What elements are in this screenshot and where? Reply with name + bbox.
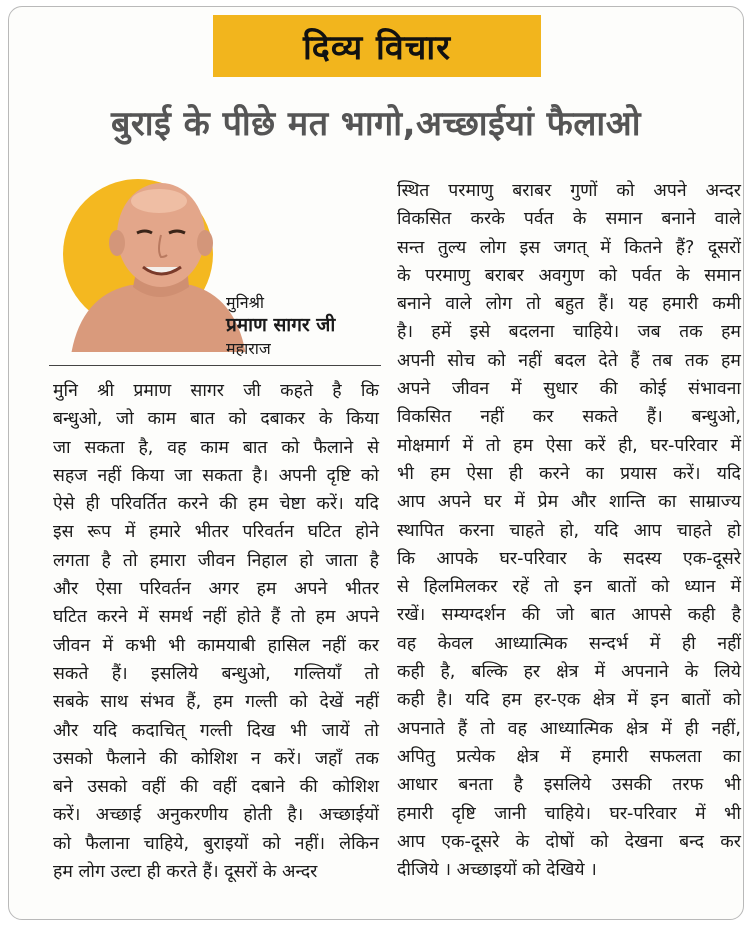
- article-line: दीजिये । अच्छाइयों को देखिये ।: [397, 860, 597, 881]
- article-line: ऐसे ही परिवर्तित करने की हम चेष्टा करें। यदि: [53, 494, 379, 515]
- article-line: कही है, बल्कि हर क्षेत्र में अपनाने के लिये: [397, 662, 741, 683]
- section-banner: [213, 15, 541, 77]
- article-line: विकसित करके पर्वत के समान बनाने वाले: [397, 209, 741, 230]
- article-line: जीवन में कभी भी कामयाबी हासिल नहीं कर: [53, 635, 379, 656]
- article-line: अपनी सोच को नहीं बदल देते हैं तब तक हम: [397, 350, 741, 371]
- byline: [226, 291, 335, 360]
- article-line: सन्त तुल्य लोग इस जगत् में कितने हैं? दूसरों: [397, 237, 741, 258]
- article-line: बने उसको वहीं की वहीं दबाने की कोशिश: [53, 777, 379, 798]
- article-line: करें। अच्छाई अनुकरणीय होती है। अच्छाईयों: [53, 805, 379, 826]
- article-line: आप अपने घर में प्रेम और शान्ति का साम्राज्य: [397, 492, 741, 513]
- article-headline: बुराई के पीछे मत भागो,अच्छाईयां फैलाओ: [110, 104, 642, 144]
- byline-suffix: महाराज: [226, 339, 271, 358]
- article-line: कि आपके घर-परिवार के सदस्य एक-दूसरे: [397, 548, 741, 569]
- article-line: बन्धुओ, जो काम बात को दबाकर के किया: [53, 409, 379, 430]
- article-line: आप एक-दूसरे के दोषों को देखना बन्द कर: [397, 831, 741, 852]
- news-clipping: [8, 6, 744, 920]
- article-left-column: [53, 377, 379, 886]
- article-right-column: [397, 177, 741, 884]
- article-line: वह केवल आध्यात्मिक सन्दर्भ में ही नहीं: [397, 633, 741, 654]
- article-line: घटित करने में समर्थ नहीं होते हैं तो हम अपने: [53, 607, 379, 628]
- divider: [49, 365, 381, 366]
- article-line: लगता है तो हमारा जीवन निहाल हो जाता है: [53, 550, 379, 571]
- article-line: कही है। यदि हम हर-एक क्षेत्र में इन बातों को: [397, 690, 741, 711]
- article-line: से हिलमिलकर रहें तो इन बातों को ध्यान में: [397, 577, 741, 598]
- article-line: अपितु प्रत्येक क्षेत्र में हमारी सफलता का: [397, 746, 741, 767]
- article-line: हम लोग उल्टा ही करते हैं। दूसरों के अन्दर: [53, 862, 318, 883]
- article-line: विकसित नहीं कर सकते हैं। बन्धुओ,: [397, 407, 741, 428]
- byline-title: मुनिश्री: [226, 293, 265, 312]
- article-line: रखें। सम्यग्दर्शन की जो बात आपसे कही है: [397, 605, 741, 626]
- article-line: और ऐसा परिवर्तन अगर हम अपने भीतर: [53, 579, 379, 600]
- article-line: मुनि श्री प्रमाण सागर जी कहते है कि: [53, 381, 379, 401]
- article-line: और यदि कदाचित् गल्ती दिख भी जायें तो: [53, 720, 379, 741]
- article-line: है। हमें इसे बदलना चाहिये। जब तक हम: [397, 322, 741, 343]
- article-line: बनाने वाले लोग तो बहुत हैं। यह हमारी कमी: [397, 294, 741, 315]
- article-line: सबके साथ संभव हैं, हम गल्ती को देखें नहीं: [53, 692, 379, 713]
- article-line: इस रूप में हमारे भीतर परिवर्तन घटित होने: [53, 522, 379, 543]
- section-title: दिव्य विचार: [302, 28, 452, 68]
- article-line: को फैलाना चाहिये, बुराइयों को नहीं। लेकिन: [53, 833, 379, 854]
- article-line: के परमाणु बराबर अवगुण को पर्वत के समान: [397, 265, 741, 286]
- monk-portrait: [61, 177, 246, 352]
- article-line: स्थापित करना चाहते हो, यदि आप चाहते हो: [397, 520, 741, 541]
- article-line: उसको फैलाने की कोशिश न करें। जहाँ तक: [53, 748, 379, 769]
- author-name: प्रमाण सागर जी: [226, 314, 336, 336]
- article-line: मोक्षमार्ग में तो हम ऐसा करें ही, घर-परिवार में: [397, 435, 741, 456]
- article-line: भी हम ऐसा ही करने का प्रयास करें। यदि: [397, 463, 741, 484]
- article-line: सकते हैं। इसलिये बन्धुओ, गल्तियाँ तो: [53, 663, 379, 684]
- article-line: अपनाते हैं तो वह आध्यात्मिक क्षेत्र में ही नहीं,: [397, 718, 741, 739]
- article-line: जा सकता है, वह काम बात को फैलाने से: [53, 437, 379, 458]
- author-photo: [63, 179, 213, 329]
- article-line: हमारी दृष्टि जानी चाहिये। घर-परिवार में भी: [397, 803, 741, 824]
- article-line: स्थित परमाणु बराबर गुणों को अपने अन्दर: [397, 181, 741, 201]
- article-line: सहज नहीं किया जा सकता है। अपनी दृष्टि को: [53, 465, 379, 486]
- article-line: आधार बनता है इसलिये उसकी तरफ भी: [397, 775, 741, 796]
- article-line: अपने जीवन में सुधार की कोई संभावना: [397, 379, 741, 400]
